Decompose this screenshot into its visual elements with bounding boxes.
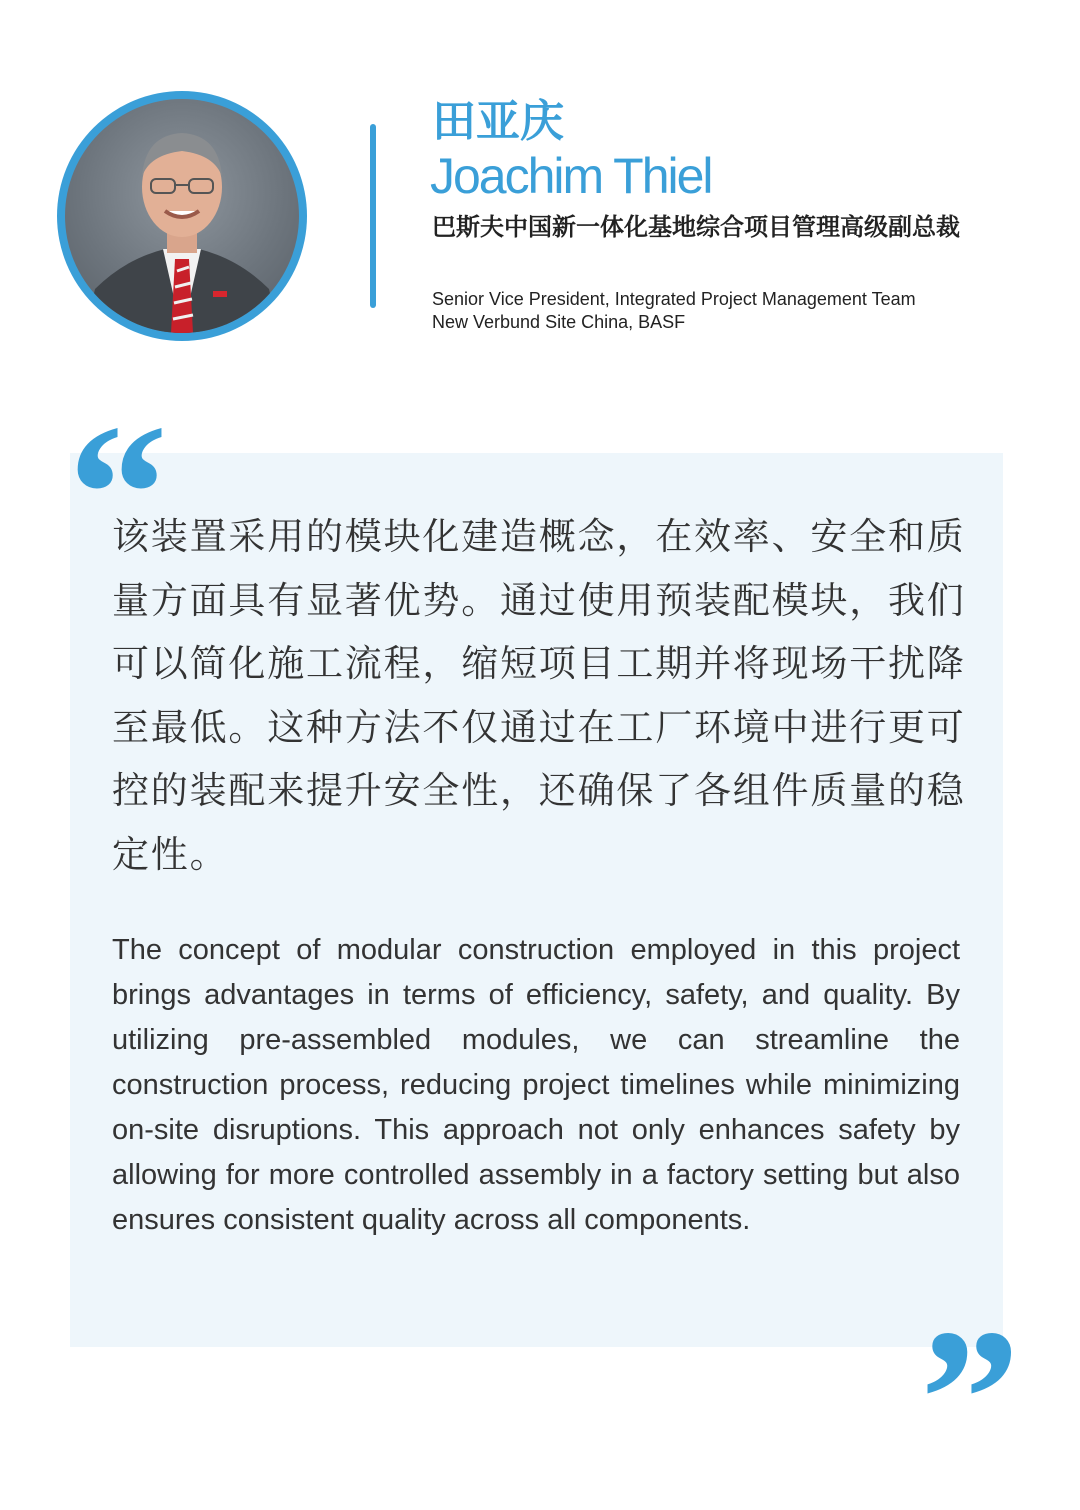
quote-text-chinese: 该装置采用的模块化建造概念，在效率、安全和质量方面具有显著优势。通过使用预装配模块，我们可以简化施工流程，缩短项目工期并将现场干扰降至最低。这种方法不仅通过在工厂环境中进行更可控的装配来提升安全性，还确保了各组件质量的稳定性。 — [112, 515, 966, 876]
job-title-english-line2: New Verbund Site China, BASF — [432, 312, 686, 332]
open-quote-icon: “ — [68, 384, 168, 605]
portrait-photo — [65, 99, 299, 333]
avatar-frame — [57, 91, 307, 341]
avatar — [65, 99, 299, 333]
person-name-english: Joachim Thiel — [430, 148, 712, 204]
job-title-english-line1: Senior Vice President, Integrated Project Management Team — [432, 289, 916, 309]
job-title-english — [432, 288, 1052, 334]
quote-text-english: The concept of modular construction employed in this project brings advantages in terms of efficiency, safety, and quality. By utilizing pre-assembled modules, we can streamline the construction process, reducing project timelines while minimizing on-site disruptions. This approach not only enhances safety by allowing for more controlled assembly in a factory setting but also ensures consistent quality across all components. — [112, 934, 960, 1236]
header-divider — [370, 124, 376, 308]
person-name-chinese: 田亚庆 — [432, 96, 564, 147]
close-quote-icon: ” — [920, 1289, 1020, 1510]
job-title-chinese: 巴斯夫中国新一体化基地综合项目管理高级副总裁 — [432, 213, 960, 241]
